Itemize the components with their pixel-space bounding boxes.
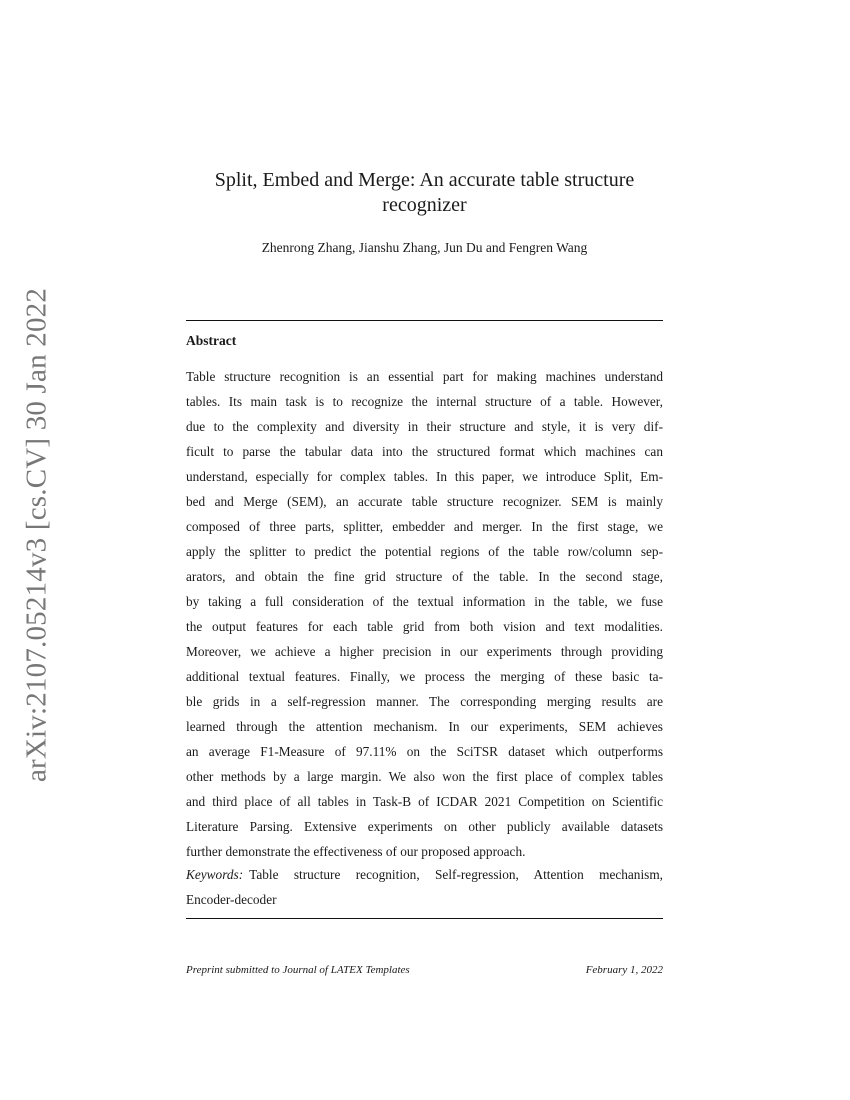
- author-list: Zhenrong Zhang, Jianshu Zhang, Jun Du and Fengren Wang: [261, 240, 588, 255]
- footer-date: February 1, 2022: [585, 964, 663, 976]
- abstract-line: additional textual features. Finally, we process the merging of these basic ta-: [186, 669, 663, 684]
- abstract-line: apply the splitter to predict the potential regions of the table row/column sep-: [186, 544, 663, 559]
- paper-title-line-2: recognizer: [382, 194, 467, 216]
- keywords-line-1: [186, 862, 663, 887]
- abstract-line: understand, especially for complex tables. In this paper, we introduce Split, Em-: [186, 469, 663, 484]
- abstract-line: and third place of all tables in Task-B of ICDAR 2021 Competition on Scientific: [186, 794, 663, 809]
- paper-title: [186, 168, 663, 218]
- abstract-line: tables. Its main task is to recognize the internal structure of a table. However,: [186, 394, 663, 409]
- abstract-line: the output features for each table grid from both vision and text modalities.: [186, 619, 663, 634]
- abstract-heading: Abstract: [186, 333, 237, 348]
- abstract-line: ficult to parse the tabular data into the structured format which machines can: [186, 444, 663, 459]
- keywords-label: Keywords:: [186, 867, 244, 882]
- abstract-line: learned through the attention mechanism. In our experiments, SEM achieves: [186, 719, 663, 734]
- keywords-line-2: Encoder-decoder: [186, 892, 277, 907]
- abstract-line: an average F1-Measure of 97.11% on the SciTSR dataset which outperforms: [186, 744, 663, 759]
- abstract-line: by taking a full consideration of the textual information in the table, we fuse: [186, 594, 663, 609]
- footer-preprint-note: Preprint submitted to Journal of LATEX Templates: [186, 964, 410, 976]
- abstract-line: other methods by a large margin. We also won the first place of complex tables: [186, 769, 663, 784]
- abstract-line: ble grids in a self-regression manner. The corresponding merging results are: [186, 694, 663, 709]
- abstract-line: due to the complexity and diversity in their structure and style, it is very dif-: [186, 419, 663, 434]
- arxiv-identifier: arXiv:2107.05214v3 [cs.CV] 30 Jan 2022: [20, 287, 53, 783]
- abstract-line: bed and Merge (SEM), an accurate table structure recognizer. SEM is mainly: [186, 494, 663, 509]
- abstract-line: Moreover, we achieve a higher precision in our experiments through providing: [186, 644, 663, 659]
- abstract-top-rule: [186, 320, 663, 321]
- abstract-line: composed of three parts, splitter, embedder and merger. In the first stage, we: [186, 519, 663, 534]
- abstract-body: [186, 364, 663, 864]
- abstract-bottom-rule: [186, 918, 663, 919]
- abstract-line: Table structure recognition is an essential part for making machines understand: [186, 369, 663, 384]
- paper-title-line-1: Split, Embed and Merge: An accurate table structure: [214, 169, 635, 191]
- keywords: [186, 862, 663, 912]
- keywords-text: Table structure recognition, Self-regression, Attention mechanism,: [249, 867, 663, 882]
- abstract-line: further demonstrate the effectiveness of our proposed approach.: [186, 844, 526, 859]
- abstract-line: Literature Parsing. Extensive experiments on other publicly available datasets: [186, 819, 663, 834]
- abstract-line: arators, and obtain the fine grid structure of the table. In the second stage,: [186, 569, 663, 584]
